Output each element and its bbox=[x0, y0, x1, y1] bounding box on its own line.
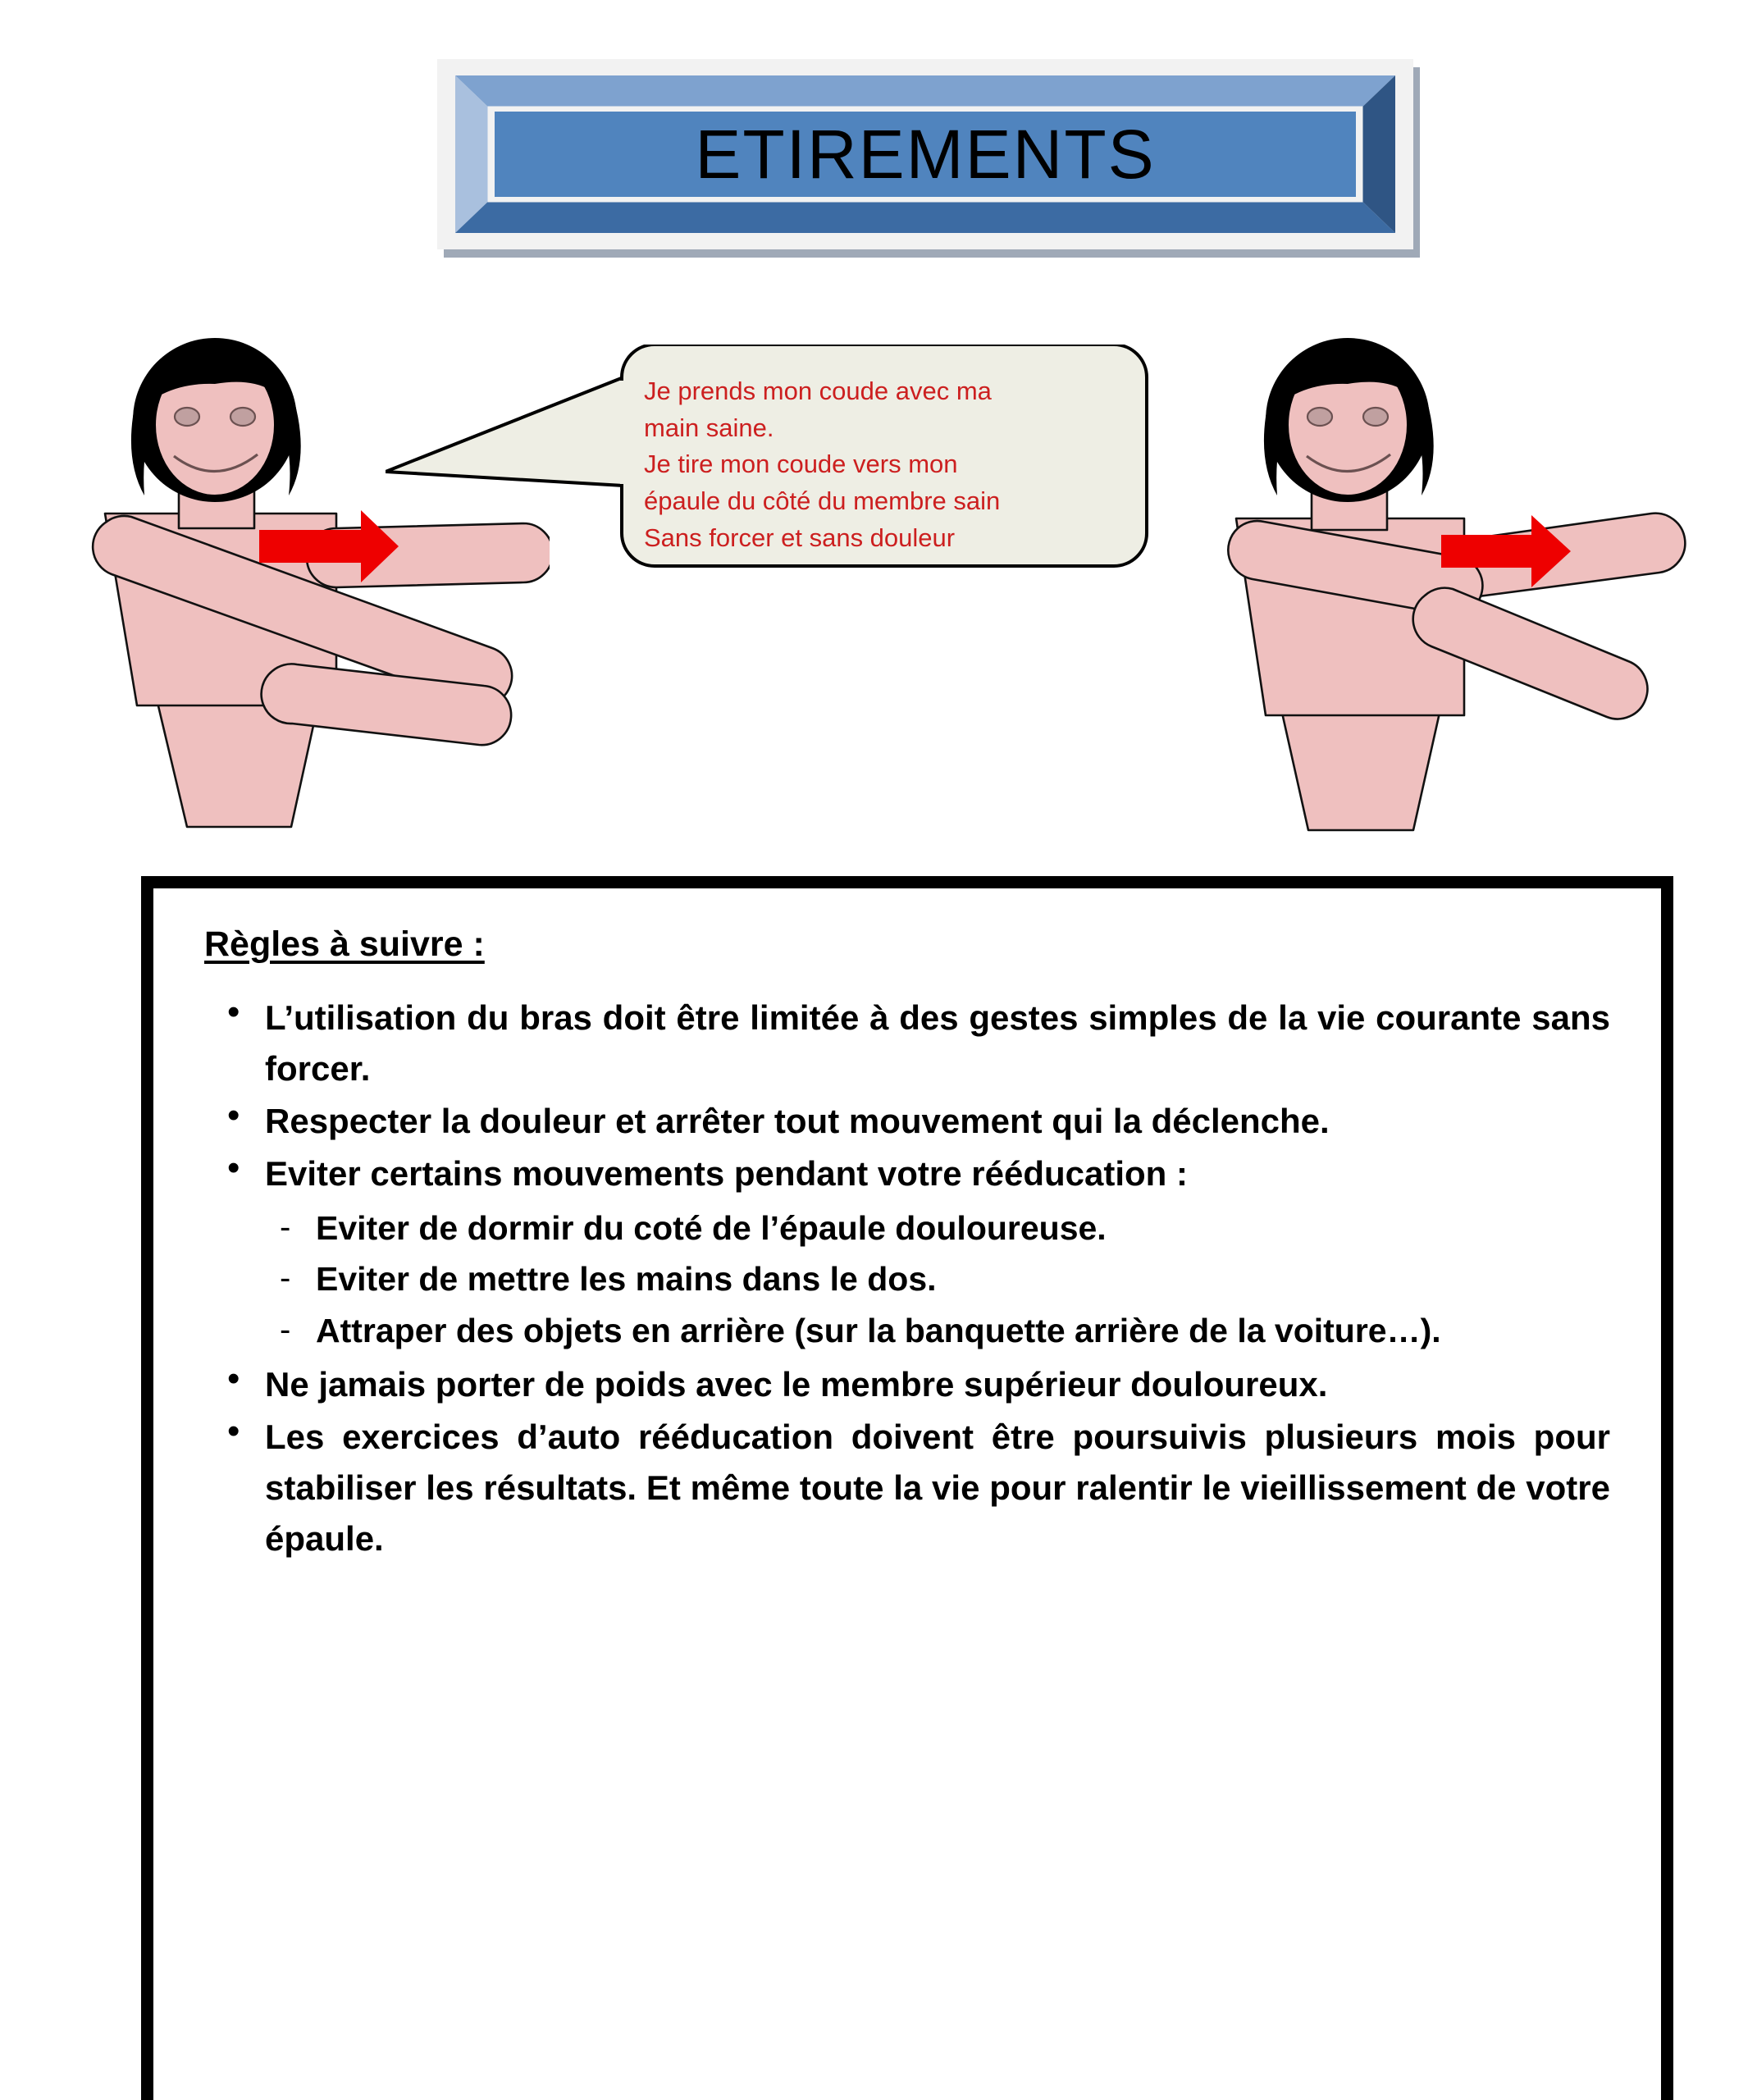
list-item bbox=[265, 1306, 1610, 1356]
rule-text-3: • Eviter certains mouvements pendant votre rééducation : bbox=[265, 1154, 1188, 1194]
bubble-line-3: Je tire mon coude vers mon bbox=[644, 450, 958, 479]
page-title: ETIREMENTS bbox=[695, 116, 1156, 193]
speech-bubble bbox=[386, 345, 1148, 591]
bubble-line-5: Sans forcer et sans douleur bbox=[644, 523, 956, 552]
banner-face bbox=[495, 112, 1356, 197]
bubble-line-1: Je prends mon coude avec ma bbox=[644, 377, 992, 405]
list-item bbox=[204, 1096, 1610, 1147]
rule-text-1: • L’utilisation du bras doit être limitée à des gestes simples de la vie courante sans forcer. bbox=[265, 998, 1610, 1089]
list-item bbox=[204, 1359, 1610, 1410]
list-item bbox=[265, 1203, 1610, 1253]
bubble-line-2: main saine. bbox=[644, 413, 774, 442]
rule-text-5: • Les exercices d’auto rééducation doivent être poursuivis plusieurs mois pour stabiliser les résultats. Et même toute la vie pour ralentir le vieillissement de votre épaule. bbox=[265, 1417, 1610, 1559]
list-item bbox=[265, 1254, 1610, 1304]
rule-text-4: • Ne jamais porter de poids avec le membre supérieur douloureux. bbox=[265, 1364, 1328, 1404]
rule-text-2: • Respecter la douleur et arrêter tout mouvement qui la déclenche. bbox=[265, 1102, 1330, 1141]
rules-heading: Règles à suivre : bbox=[204, 924, 485, 964]
rule-subtext-3-2: - Eviter de mettre les mains dans le dos. bbox=[316, 1260, 937, 1299]
rule-subtext-3-1: - Eviter de dormir du coté de l’épaule douloureuse. bbox=[316, 1208, 1107, 1247]
rule-sublist-3 bbox=[265, 1203, 1610, 1356]
bubble-line-4: épaule du côté du membre sain bbox=[644, 486, 1001, 515]
speech-bubble-text bbox=[644, 373, 1136, 556]
list-item bbox=[204, 1412, 1610, 1564]
list-item bbox=[204, 993, 1610, 1094]
rule-subtext-3-3: - Attraper des objets en arrière (sur la banquette arrière de la voiture…). bbox=[316, 1311, 1441, 1349]
rules-box bbox=[141, 876, 1673, 2100]
rules-list bbox=[204, 993, 1610, 1564]
list-item bbox=[204, 1148, 1610, 1355]
figure-right bbox=[1202, 335, 1694, 843]
title-banner bbox=[437, 59, 1413, 249]
